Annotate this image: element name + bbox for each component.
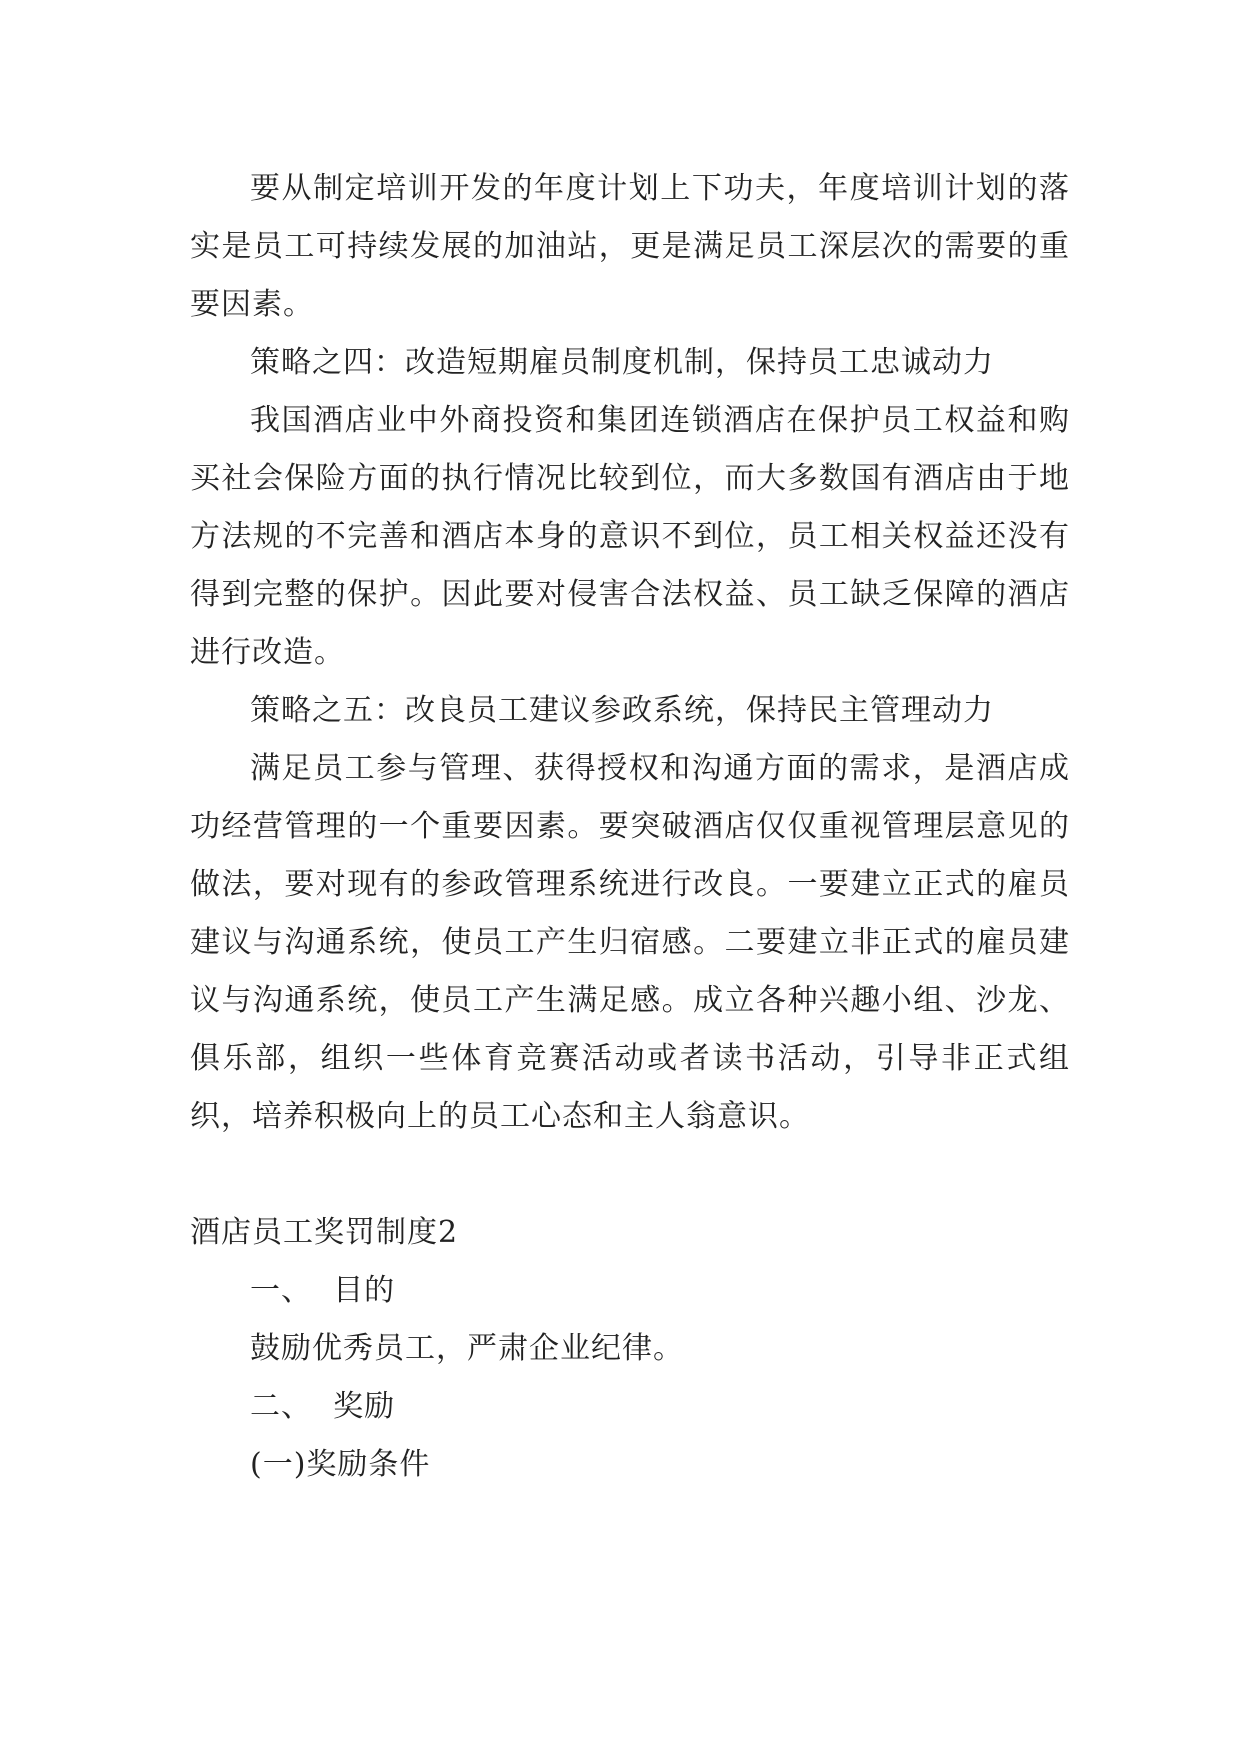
item-reward-conditions: (一)奖励条件 [250, 1447, 431, 1482]
document-body [190, 160, 1070, 1494]
item-purpose-heading: 一、 目的 [250, 1273, 396, 1308]
paragraph-employee-rights: 我国酒店业中外商投资和集团连锁酒店在保护员工权益和购买社会保险方面的执行情况比较到位，而大多数国有酒店由于地方法规的不完善和酒店本身的意识不到位，员工相关权益还没有得到完整的保护。因此要对侵害合法权益、员工缺乏保障的酒店进行改造。 [190, 403, 1070, 670]
section-title: 酒店员工奖罚制度2 [190, 1215, 459, 1250]
strategy-four-heading: 策略之四：改造短期雇员制度机制，保持员工忠诚动力 [250, 345, 994, 380]
item-purpose-text: 鼓励优秀员工，严肃企业纪律。 [250, 1331, 684, 1366]
strategy-five-heading: 策略之五：改良员工建议参政系统，保持民主管理动力 [250, 693, 994, 728]
paragraph-training-plan: 要从制定培训开发的年度计划上下功夫，年度培训计划的落实是员工可持续发展的加油站，更是满足员工深层次的需要的重要因素。 [190, 171, 1070, 322]
item-reward-heading: 二、 奖励 [250, 1389, 396, 1424]
paragraph-participation: 满足员工参与管理、获得授权和沟通方面的需求，是酒店成功经营管理的一个重要因素。要突破酒店仅仅重视管理层意见的做法，要对现有的参政管理系统进行改良。一要建立正式的雇员建议与沟通系统，使员工产生归宿感。二要建立非正式的雇员建议与沟通系统，使员工产生满足感。成立各种兴趣小组、沙龙、俱乐部，组织一些体育竞赛活动或者读书活动，引导非正式组织，培养积极向上的员工心态和主人翁意识。 [190, 751, 1070, 1134]
